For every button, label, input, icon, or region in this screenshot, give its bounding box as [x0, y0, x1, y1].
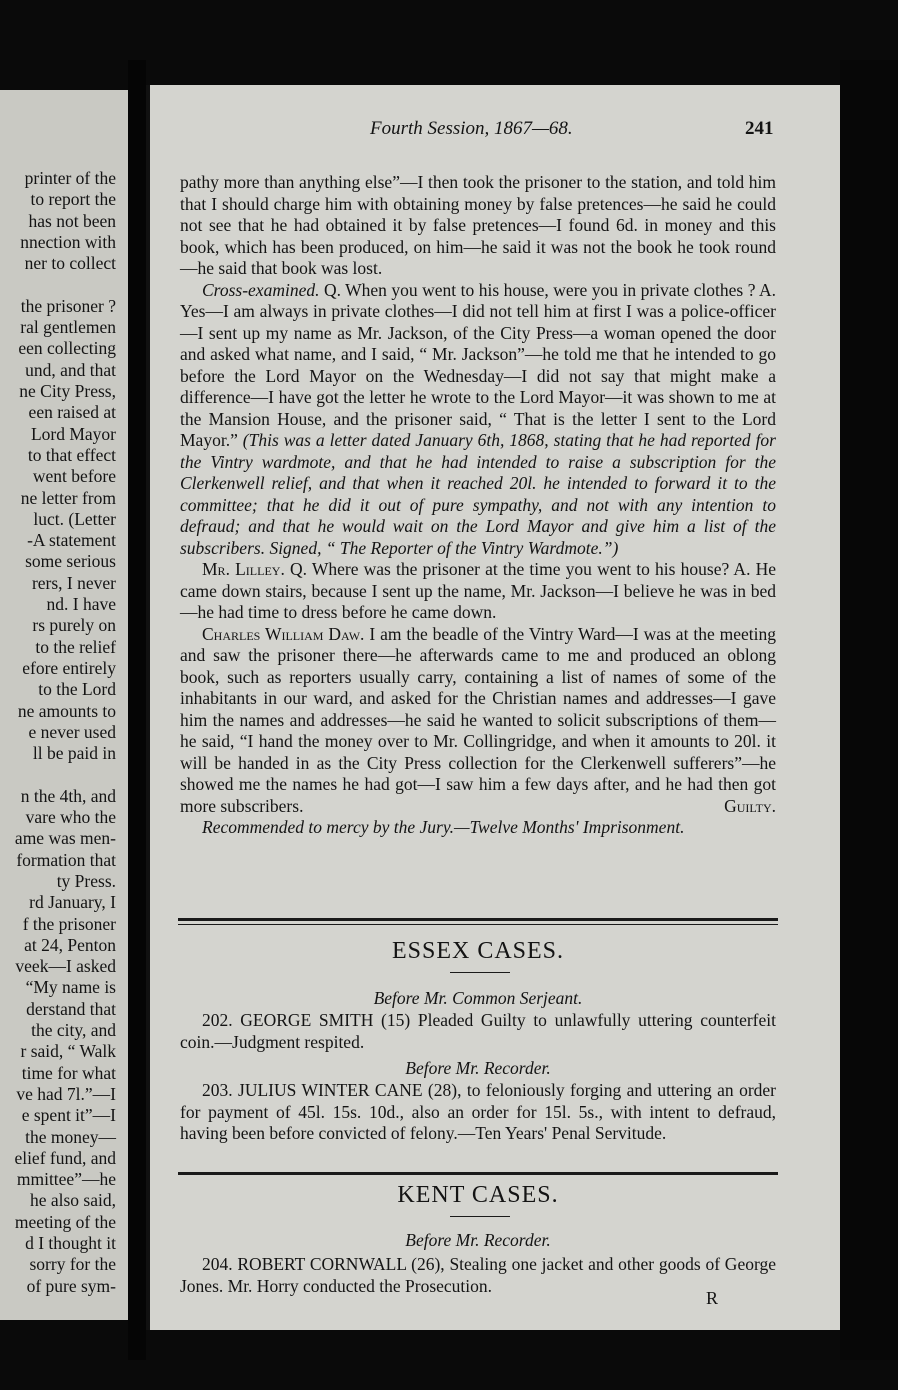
cross-examined-text: Q. When you went to his house, were you in private clothes ? A. Yes—I am always in private clothes—I did not tell him at first I was a police-officer—I sent up my name as Mr. Jackson, of the City Press—a woman opened the door and asked what name, and I said, “ Mr. Jackson”—he told me that he intended to go before the Lord Mayor on the Wednesday—I did not say that might make a difference—I have got the letter he wrote to the Lord Mayor—it was shown to me at the Mansion House, and the prisoner said, “ That is the letter I sent to the Lord Mayor.” [180, 279, 776, 450]
left-page-line: time for what [21, 1062, 116, 1083]
left-page-line: ral gentlemen [20, 317, 116, 338]
short-rule [450, 972, 510, 973]
left-page-line: to report the [30, 189, 116, 210]
paragraph-daw [180, 624, 776, 818]
left-page-line: nnection with [20, 231, 116, 252]
left-page-line: ne amounts to [17, 700, 116, 721]
left-page-line: “My name is [25, 977, 116, 998]
cross-examined-label: Cross-examined. [202, 279, 320, 300]
daw-text: I am the beadle of the Vintry Ward—I was at the meeting and saw the prisoner there—he afterwards came to me and produced an oblong book, such as reporters usually carry, containing a list of names of some of the inhabitants in our ward, and asked for the Christian names and addresses—I gave him the names and addresses—he said he wanted to solicit subscriptions of them—he said, “I hand the money over to Mr. Collingridge, and when it amounts to 20l. it will be handed in as the City Press collection for the Clerkenwell sufferers”—he showed me the names he had got—I saw him a few days after, and he had then got more subscribers. [180, 623, 777, 816]
left-page-line: to the Lord [38, 679, 116, 700]
left-page-line: e never used [28, 721, 116, 742]
lilley-label: Mr. Lilley. [202, 559, 285, 579]
left-page-line: luct. (Letter [33, 508, 116, 529]
left-page [0, 90, 131, 1320]
verdict: Guilty. [724, 795, 776, 816]
left-page-line: e spent it”—I [21, 1105, 116, 1126]
left-page-line: ner to collect [24, 253, 116, 274]
left-page-line: Lord Mayor [30, 423, 116, 444]
essex-before-1: Before Mr. Common Serjeant. [373, 988, 583, 1008]
left-page-line: rers, I never [31, 572, 116, 593]
left-page-line: has not been [28, 210, 116, 231]
left-page-line: elief fund, and [14, 1147, 116, 1168]
letter-note: (This was a letter dated January 6th, 1868, stating that he had reported for the Vintry wardmote, and that he had intended to raise a subscription for the Clerkenwell relief, and that when it reached 20l. he intended to forward it to the committee; that he did it out of pure sympathy, and not with any intention to defraud; and that he would wait on the Lord Mayor and give him a list of the subscribers. Signed, “ The Reporter of the Vintry Wardmote.”) [180, 430, 776, 558]
section-rule [178, 918, 778, 921]
main-text [180, 172, 776, 839]
case-202-text: 202. GEORGE SMITH (15) Pleaded Guilty to unlawfully uttering counterfeit coin.—Judgment respited. [180, 1010, 776, 1052]
running-title: Fourth Session, 1867—68. [370, 118, 573, 139]
essex-title: ESSEX CASES. [391, 938, 565, 964]
paragraph-1: pathy more than anything else”—I then took the prisoner to the station, and told him that I should charge him with obtaining money by false pretences—he said he could not see that he had obtained it by false pretences—I found 6d. in money and this book, which has been produced, on him—he said it was not the book he took round—he said that book was lost. [180, 172, 776, 278]
case-202 [180, 1010, 776, 1053]
kent-rule [178, 1172, 778, 1175]
left-page-line: vare who the [25, 807, 116, 827]
page-edge [840, 60, 898, 1360]
paragraph-cross-examined [180, 280, 776, 560]
left-page-line: ne letter from [20, 487, 116, 508]
left-page-line: rs purely on [32, 615, 116, 636]
case-203 [180, 1080, 776, 1145]
left-page-line: efore entirely [22, 657, 116, 678]
left-page-line: the prisoner ? [20, 295, 116, 316]
lilley-text: Q. Where was the prisoner at the time you went to his house? A. He came down stairs, because I sent up the name, Mr. Jackson—I believe he was in bed—he had time to dress before he came down. [180, 559, 777, 622]
left-page-line: the money— [25, 1126, 116, 1147]
left-page-line: ame was men- [14, 828, 116, 849]
case-204 [180, 1254, 776, 1297]
page-number: 241 [745, 118, 774, 139]
left-page-line: een collecting [18, 338, 116, 359]
left-page-line: printer of the [24, 168, 116, 188]
left-page-line: some serious [25, 551, 116, 572]
left-page-line: rd January, I [29, 892, 116, 913]
left-page-line: -A statement [27, 530, 116, 551]
left-page-line: to that effect [27, 444, 116, 465]
paragraph-lilley [180, 559, 776, 624]
section-rule-thin [178, 924, 778, 925]
left-page-line: formation that [16, 849, 116, 870]
left-page-line: meeting of the [14, 1211, 116, 1232]
book-gutter [128, 60, 146, 1360]
left-page-line: ve had 7l.”—I [16, 1083, 116, 1104]
left-page-line: mmittee”—he [16, 1169, 116, 1190]
daw-label: Charles William Daw. [202, 623, 365, 644]
left-page-line: he also said, [29, 1190, 116, 1211]
left-page-line: derstand that [26, 998, 116, 1019]
left-page-line: at 24, Penton [24, 934, 116, 955]
left-page-line: f the prisoner [22, 913, 116, 934]
kent-short-rule [450, 1216, 510, 1217]
left-page-line: went before [32, 466, 116, 487]
left-page-line: und, and that [25, 359, 116, 380]
left-page-line: ty Press. [56, 870, 116, 891]
left-page-line: nd. I have [46, 594, 116, 614]
left-page-line: d I thought it [25, 1233, 116, 1253]
sentence: Recommended to mercy by the Jury.—Twelve Months' Imprisonment. [202, 817, 685, 837]
case-204-text: 204. ROBERT CORNWALL (26), Stealing one jacket and other goods of George Jones. Mr. Horry conducted the Prosecution. [180, 1254, 776, 1296]
left-page-line: the city, and [31, 1020, 116, 1040]
kent-title: KENT CASES. [397, 1182, 559, 1208]
left-page-line: to the relief [35, 636, 116, 657]
kent-before: Before Mr. Recorder. [405, 1230, 551, 1250]
left-page-line: ne City Press, [19, 381, 116, 401]
left-page-line: n the 4th, and [20, 785, 116, 806]
signature-mark: R [706, 1288, 719, 1308]
essex-before-2: Before Mr. Recorder. [405, 1058, 551, 1078]
left-page-line: sorry for the [29, 1254, 116, 1275]
left-page-line: een raised at [28, 402, 116, 423]
left-page-line: ll be paid in [32, 743, 116, 764]
left-page-line: r said, “ Walk [20, 1041, 116, 1062]
left-page-line: of pure sym- [26, 1275, 116, 1296]
left-page-line: veek—I asked [15, 956, 116, 977]
case-203-text: 203. JULIUS WINTER CANE (28), to feloniously forging and uttering an order for payment of 45l. 15s. 10d., also an order for 15l. 5s., with intent to defraud, having been before convicted of felony.—Ten Years' Penal Servitude. [180, 1080, 776, 1143]
